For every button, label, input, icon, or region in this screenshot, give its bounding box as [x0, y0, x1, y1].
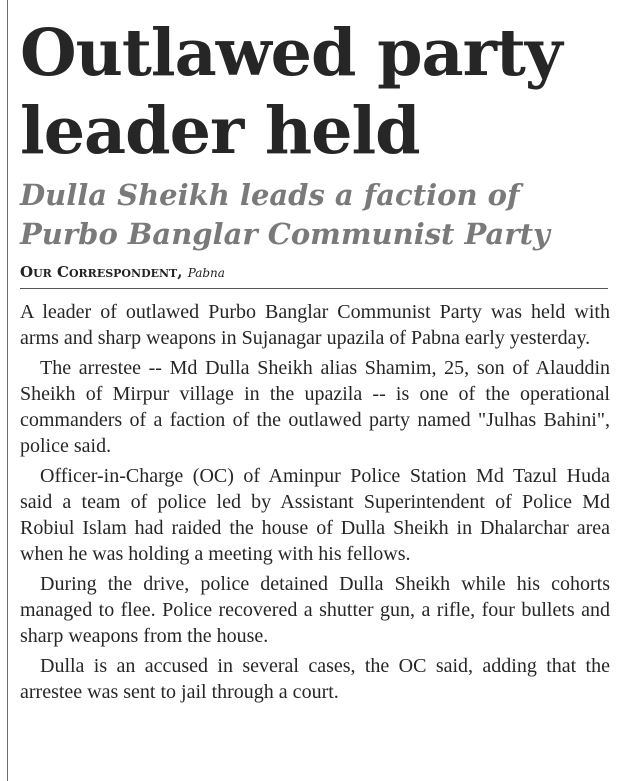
paragraph: During the drive, police detained Dulla Sheikh while his cohorts managed to flee. Police recovered a shutter gun, a rifle, four bullets and sharp weapons from the house. [20, 573, 610, 647]
subheadline: Dulla Sheikh leads a faction of Purbo Banglar Communist Party [20, 178, 550, 251]
paragraph: Officer-in-Charge (OC) of Aminpur Police Station Md Tazul Huda said a team of police led by Assistant Superintendent of Police Md Robiul Islam had raided the house of Dulla Sheikh in Dhalarchar area when he was holding a meeting with his fellows. [20, 465, 610, 565]
news-article [20, 0, 610, 709]
column-rule [7, 0, 8, 781]
byline [20, 262, 610, 283]
paragraph: A leader of outlawed Purbo Banglar Communist Party was held with arms and sharp weapons in Sujanagar upazila of Pabna early yesterday. [20, 301, 610, 349]
article-body [20, 299, 610, 705]
byline-place: Pabna [187, 266, 225, 280]
byline-divider [20, 288, 608, 289]
headline: Outlawed party leader held [20, 15, 562, 169]
paragraph: Dulla is an accused in several cases, the OC said, adding that the arrestee was sent to jail through a court. [20, 655, 610, 703]
paragraph: The arrestee -- Md Dulla Sheikh alias Shamim, 25, son of Alauddin Sheikh of Mirpur village in the upazila -- is one of the operational commanders of a faction of the outlawed party named "Julhas Bahini", police said. [20, 357, 610, 457]
byline-author: Our Correspondent, [20, 263, 183, 281]
